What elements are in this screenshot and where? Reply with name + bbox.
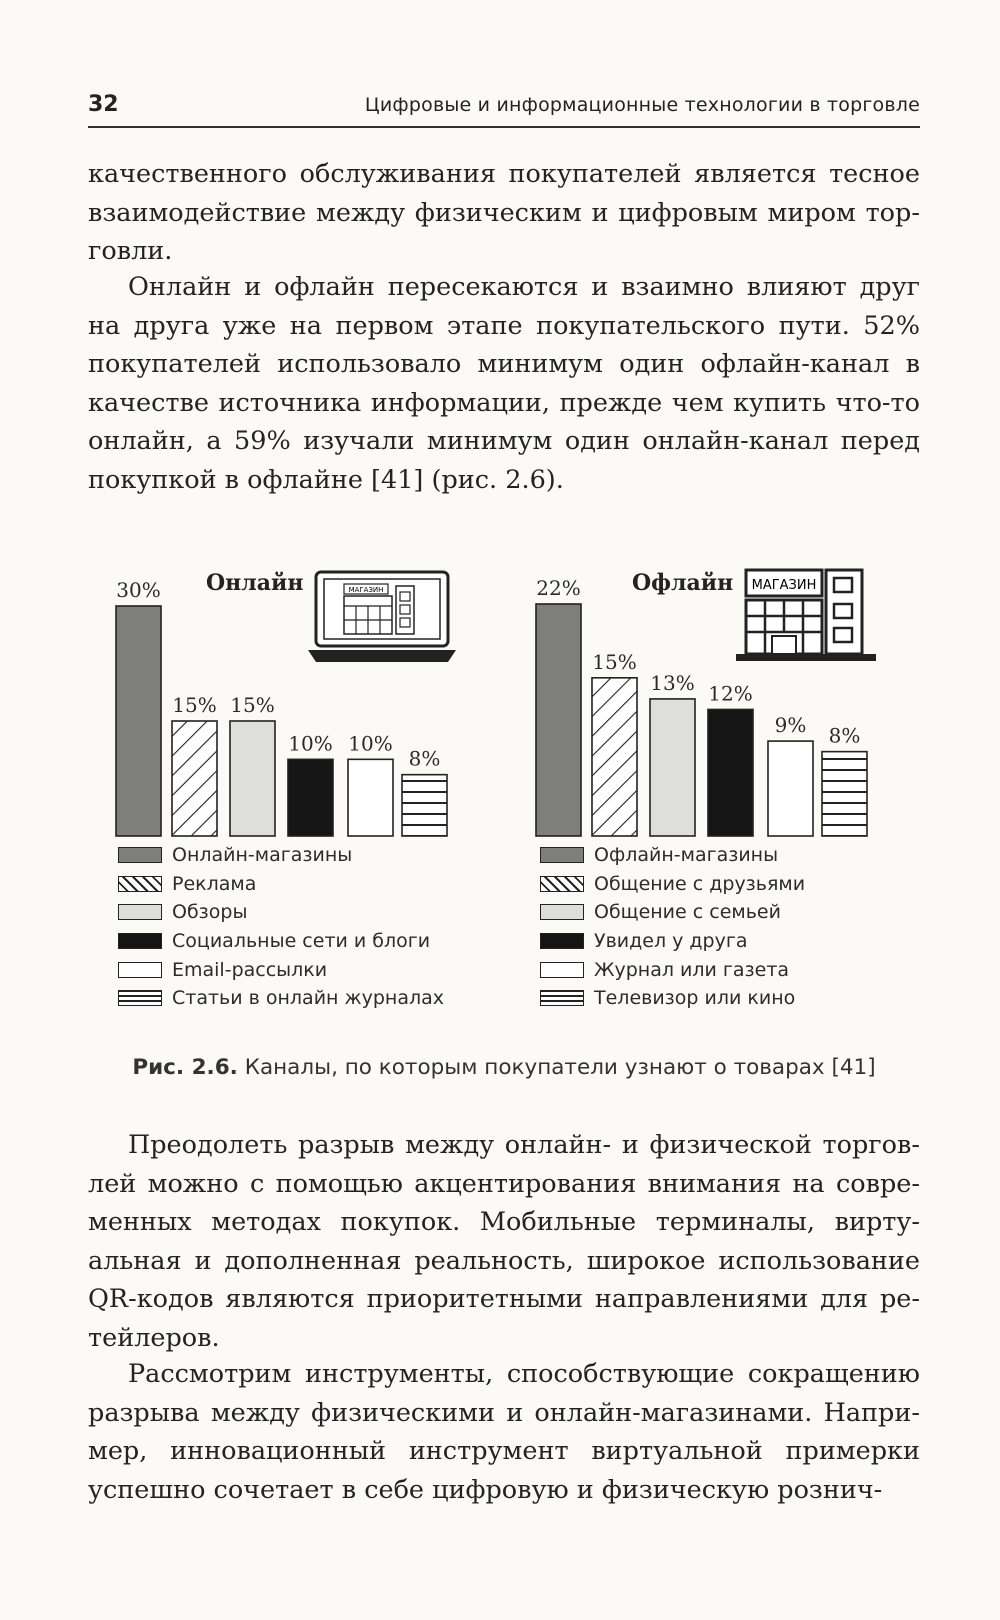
legend-item bbox=[118, 898, 444, 927]
legend-item bbox=[540, 870, 805, 899]
bar-1 bbox=[536, 604, 581, 836]
online-legend bbox=[118, 841, 444, 1013]
offline-panel-title: Офлайн bbox=[632, 570, 734, 596]
legend-item bbox=[540, 898, 805, 927]
bar-value-label: 15% bbox=[592, 649, 637, 674]
legend-label: Журнал или газета bbox=[594, 958, 790, 981]
bar-5 bbox=[768, 741, 813, 836]
bar-value-label: 15% bbox=[172, 693, 217, 717]
legend-label: Статьи в онлайн журналах bbox=[172, 987, 445, 1010]
bar-value-label: 10% bbox=[348, 731, 393, 756]
legend-swatch-white bbox=[118, 962, 162, 978]
legend-label: Социальные сети и блоги bbox=[172, 930, 431, 953]
offline-legend bbox=[540, 841, 805, 1013]
legend-label: Увидел у друга bbox=[594, 930, 748, 953]
legend-label: Реклама bbox=[172, 872, 257, 895]
bar-value-label: 10% bbox=[288, 731, 333, 756]
legend-swatch-light bbox=[118, 904, 162, 920]
bar-value-label: 9% bbox=[774, 713, 807, 738]
legend-label: Email-рассылки bbox=[172, 958, 328, 981]
legend-item bbox=[118, 841, 444, 870]
legend-label: Офлайн-магазины bbox=[594, 844, 779, 867]
bar-2 bbox=[592, 678, 637, 836]
legend-item bbox=[540, 984, 805, 1013]
caption-label: Рис. 2.6. bbox=[132, 1055, 238, 1080]
legend-swatch-gray bbox=[540, 847, 584, 863]
store-sign-text: МАГАЗИН bbox=[751, 578, 817, 593]
legend-swatch-black bbox=[118, 933, 162, 949]
legend-swatch-hatch bbox=[540, 876, 584, 892]
legend-swatch-lines bbox=[540, 990, 584, 1006]
legend-swatch-gray bbox=[118, 847, 162, 863]
legend-item bbox=[118, 870, 444, 899]
online-panel-title: Онлайн bbox=[206, 570, 304, 596]
offline-bar-chart bbox=[530, 560, 900, 850]
paragraph-4: Рассмотрим инструменты, способствующие сокращению разрыва между физическими и онлайн-магазинами. Например, инновационный инструмент виртуальной примерки успешно сочетает в себе цифровую и физическую рознич- bbox=[88, 1359, 920, 1505]
bar-value-label: 30% bbox=[116, 578, 161, 602]
legend-label: Общение с друзьями bbox=[594, 872, 806, 895]
bar-value-label: 12% bbox=[708, 681, 753, 706]
legend-item bbox=[540, 955, 805, 984]
laptop-sign-text: МАГАЗИН bbox=[348, 586, 384, 594]
legend-item bbox=[118, 955, 444, 984]
running-title: Цифровые и информационные технологии в торговле bbox=[364, 94, 920, 116]
legend-swatch-black bbox=[540, 933, 584, 949]
legend-item bbox=[540, 841, 805, 870]
bar-1 bbox=[116, 606, 161, 836]
legend-label: Обзоры bbox=[172, 901, 248, 924]
bar-6 bbox=[402, 775, 447, 836]
legend-swatch-white bbox=[540, 962, 584, 978]
legend-label: Телевизор или кино bbox=[594, 987, 796, 1010]
bar-value-label: 8% bbox=[828, 723, 861, 748]
legend-item bbox=[118, 984, 444, 1013]
online-bar-chart bbox=[110, 560, 480, 850]
bar-4 bbox=[288, 759, 333, 836]
paragraph-3: Преодолеть разрыв между онлайн- и физической торговлей можно с помощью акцентирования внимания на современных методах покупок. Мобильные терминалы, виртуальная и дополненная реальность, широкое использование QR-кодов являются приоритетными направлениями для ретейлеров. bbox=[88, 1130, 920, 1353]
figure-caption bbox=[88, 1052, 920, 1083]
legend-swatch-hatch bbox=[118, 876, 162, 892]
caption-text: Каналы, по которым покупатели узнают о товарах [41] bbox=[244, 1055, 876, 1080]
bar-4 bbox=[708, 709, 753, 836]
paragraph-1: качественного обслуживания покупателей является тесное взаимодействие между физическим и цифровым миром торговли. bbox=[88, 159, 920, 267]
bar-value-label: 13% bbox=[650, 670, 695, 695]
legend-label: Общение с семьей bbox=[594, 901, 781, 924]
bar-3 bbox=[650, 699, 695, 836]
page-number: 32 bbox=[88, 92, 119, 117]
paragraph-2: Онлайн и офлайн пересекаются и взаимно влияют друг на друга уже на первом этапе покупательского пути. 52% покупателей использовало минимум один офлайн-канал в качестве источника информации, прежде чем купить что-то онлайн, а 59% изучали минимум один онлайн-канал перед покупкой в офлайне [41] (рис. 2.6). bbox=[88, 272, 920, 495]
bar-3 bbox=[230, 721, 275, 836]
bar-5 bbox=[348, 759, 393, 836]
bar-value-label: 22% bbox=[536, 576, 581, 600]
legend-item bbox=[118, 927, 444, 956]
bar-6 bbox=[822, 752, 867, 836]
running-header bbox=[88, 88, 920, 128]
legend-swatch-light bbox=[540, 904, 584, 920]
legend-label: Онлайн-магазины bbox=[172, 844, 353, 867]
legend-swatch-lines bbox=[118, 990, 162, 1006]
bar-value-label: 15% bbox=[230, 693, 275, 717]
legend-item bbox=[540, 927, 805, 956]
bar-2 bbox=[172, 721, 217, 836]
bar-value-label: 8% bbox=[408, 746, 441, 771]
